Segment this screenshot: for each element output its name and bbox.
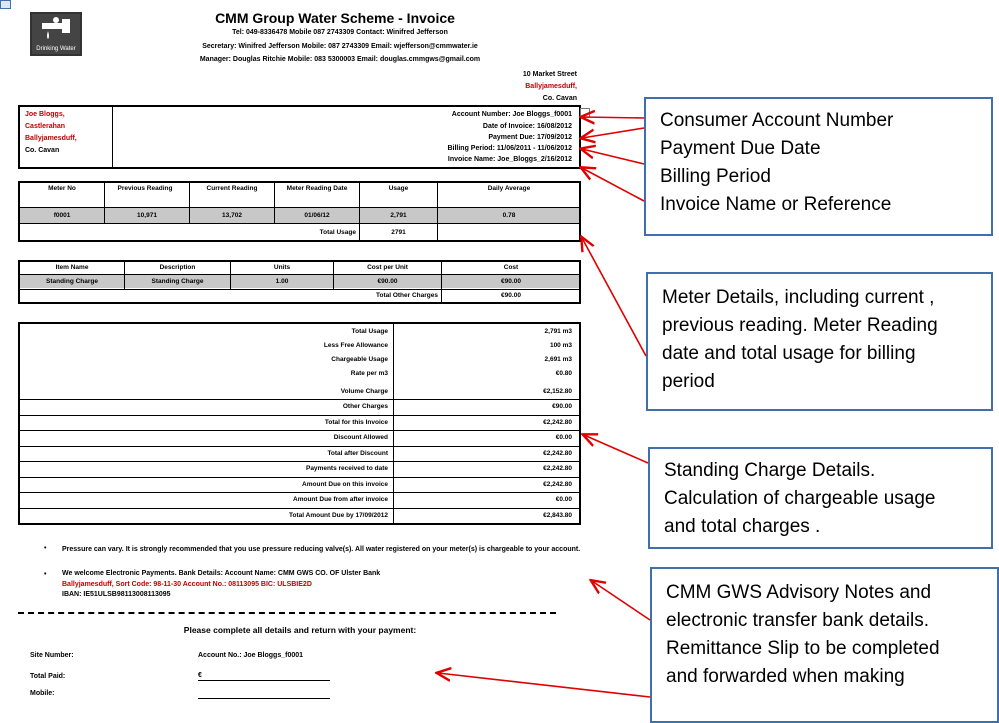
- meter-col-5: [437, 183, 438, 241]
- summary-value: €2,242.80: [543, 480, 572, 488]
- invoice-name: Invoice Name: Joe_Bloggs_2/16/2012: [447, 156, 572, 163]
- summary-value: 2,791 m3: [544, 328, 572, 335]
- summary-value: €2,242.80: [543, 449, 572, 457]
- callout-line: date and total usage for billing: [662, 343, 916, 364]
- remittance-euro: €: [198, 672, 202, 679]
- billing-period: Billing Period: 11/06/2011 - 11/06/2012: [447, 145, 572, 152]
- meter-header-meter-no: Meter No: [48, 185, 76, 192]
- callout-meter-details: [646, 272, 993, 411]
- arrow-payment-due: [582, 128, 644, 138]
- arrow-standing-charge: [584, 435, 648, 463]
- callout-line: Consumer Account Number: [660, 110, 894, 131]
- charges-cell-description: Standing Charge: [151, 278, 204, 285]
- callout-line: period: [662, 371, 715, 392]
- total-paid-input-line[interactable]: [198, 680, 330, 681]
- remittance-total-paid-label: Total Paid:: [30, 673, 66, 680]
- callout-line: Payment Due Date: [660, 138, 821, 159]
- summary-row-line: [20, 399, 579, 400]
- mobile-input-line[interactable]: [198, 698, 330, 699]
- arrow-advisory-notes: [592, 581, 650, 620]
- charges-header-cost: Cost: [503, 264, 519, 271]
- charges-line-2: [20, 289, 579, 290]
- arrow-invoice-name: [582, 168, 644, 201]
- arrow-remittance: [438, 673, 650, 697]
- meter-total-label: Total Usage: [319, 229, 356, 236]
- arrow-account-number: [582, 117, 644, 118]
- summary-value: 100 m3: [549, 342, 572, 349]
- summary-row-line: [20, 415, 579, 416]
- summary-label: Amount Due from after invoice: [293, 496, 388, 503]
- summary-label: Total after Discount: [327, 449, 388, 457]
- charges-col-1: [124, 262, 125, 289]
- meter-cell-usage: 2,791: [390, 212, 407, 219]
- summary-row-line: [20, 508, 579, 509]
- charges-header-item: Item Name: [55, 264, 89, 271]
- meter-cell-daily-average: 0.78: [502, 212, 516, 219]
- customer-address-2: Ballyjamesduff,: [25, 135, 77, 142]
- summary-value: €0.00: [555, 496, 572, 503]
- summary-row-line: [20, 461, 579, 462]
- summary-label: Volume Charge: [340, 388, 388, 395]
- drinking-water-logo: [30, 12, 82, 56]
- header-manager-line: Manager: Douglas Ritchie Mobile: 083 5300003 Email: douglas.cmmgws@gmail.com: [199, 56, 481, 63]
- summary-value: €2,242.80: [543, 418, 572, 426]
- scheme-address-line-2: Ballyjamesduff,: [525, 83, 577, 90]
- callout-line: Calculation of chargeable usage: [664, 488, 936, 509]
- summary-value: €2,843.80: [543, 511, 572, 519]
- remittance-mobile-label: Mobile:: [30, 690, 55, 697]
- callout-standing-charge: [648, 447, 993, 549]
- meter-header-date: Meter Reading Date: [286, 185, 348, 192]
- charges-cell-item: Standing Charge: [45, 278, 98, 285]
- callout-line: Remittance Slip to be completed: [666, 638, 940, 659]
- cut-line: [18, 612, 556, 614]
- invoice-title: CMM Group Water Scheme - Invoice: [215, 10, 455, 26]
- meter-col-3: [274, 183, 275, 224]
- summary-value: €2,242.80: [543, 465, 572, 472]
- customer-address-3: Co. Cavan: [25, 147, 60, 154]
- summary-value: 2,691 m3: [544, 356, 572, 363]
- summary-label: Other Charges: [342, 403, 388, 410]
- summary-label: Total for this Invoice: [324, 418, 388, 426]
- summary-value: €90.00: [552, 403, 572, 410]
- callout-line: and total charges .: [664, 516, 821, 537]
- summary-value: €0.00: [555, 434, 572, 441]
- meter-col-2: [189, 183, 190, 224]
- summary-label: Rate per m3: [350, 370, 388, 377]
- meter-cell-date: 01/06/12: [304, 212, 330, 219]
- meter-col-1: [104, 183, 105, 224]
- charges-cell-units: 1.00: [275, 278, 289, 285]
- header-contact-line: Tel: 049-8336478 Mobile 087 2743309 Contact: Winifred Jefferson: [232, 29, 448, 36]
- invoice-date: Date of Invoice: 16/08/2012: [482, 123, 572, 130]
- bank-details-line-2: Ballyjamesduff, Sort Code: 98-11-30 Account No.: 08113095 BIC: ULSBIE2D: [62, 581, 312, 588]
- meter-cell-previous: 10,971: [137, 212, 157, 219]
- callout-line: and forwarded when making: [666, 666, 905, 687]
- summary-label: Total Amount Due by 17/09/2012: [289, 511, 388, 519]
- remittance-account-label: Account No.: Joe Bloggs_f0001: [198, 652, 304, 659]
- account-number: Account Number: Joe Bloggs_f0001: [451, 111, 572, 118]
- charges-total-label: Total Other Charges: [375, 292, 438, 299]
- logo-text: Drinking Water: [36, 46, 76, 52]
- summary-label: Chargeable Usage: [331, 356, 388, 363]
- callout-line: Invoice Name or Reference: [660, 194, 892, 215]
- charges-header-description: Description: [159, 264, 196, 271]
- callout-account-info: [644, 97, 993, 236]
- summary-value: €2,152.80: [543, 388, 572, 395]
- summary-row-line: [20, 446, 579, 447]
- note-bullet-1: •: [44, 545, 47, 552]
- scheme-address-line-3: Co. Cavan: [542, 95, 577, 102]
- advisory-note-pressure: Pressure can vary. It is strongly recommended that you use pressure reducing valve(s). All water registered on your meter(s) is chargeable to your account.: [62, 546, 581, 553]
- summary-label: Discount Allowed: [333, 434, 388, 441]
- summary-label: Amount Due on this invoice: [302, 480, 388, 488]
- customer-name: Joe Bloggs,: [25, 111, 65, 118]
- callout-line: CMM GWS Advisory Notes and: [666, 582, 932, 603]
- summary-col-divider: [393, 324, 394, 523]
- bank-details-line-3: IBAN: IE51ULSB98113008113095: [62, 591, 171, 598]
- charges-col-2: [230, 262, 231, 289]
- remittance-heading: Please complete all details and return with your payment:: [183, 625, 417, 635]
- small-checkbox: [580, 108, 590, 118]
- meter-header-usage: Usage: [388, 185, 409, 192]
- arrow-billing-period: [582, 149, 644, 164]
- charges-line-1: [20, 274, 579, 275]
- meter-cell-current: 13,702: [222, 212, 242, 219]
- payment-due-date: Payment Due: 17/09/2012: [488, 134, 572, 141]
- corner-icon: [0, 0, 11, 9]
- meter-cell-meter-no: f0001: [53, 212, 71, 219]
- callout-line: electronic transfer bank details.: [666, 610, 929, 631]
- charges-header-units: Units: [273, 264, 291, 271]
- charges-cell-cost-per-unit: €90.00: [377, 278, 398, 285]
- callout-line: Billing Period: [660, 166, 771, 187]
- customer-address-1: Castlerahan: [25, 123, 66, 130]
- summary-label: Total Usage: [351, 328, 388, 335]
- callout-line: previous reading. Meter Reading: [662, 315, 938, 336]
- charges-col-3: [333, 262, 334, 289]
- scheme-address-line-1: 10 Market Street: [522, 71, 577, 78]
- arrow-meter-details: [582, 238, 646, 356]
- summary-label: Less Free Allowance: [323, 342, 388, 349]
- summary-row-line: [20, 492, 579, 493]
- callout-advisory-notes: [650, 567, 999, 723]
- charges-header-cost-per-unit: Cost per Unit: [367, 264, 408, 271]
- header-secretary-line: Secretary: Winifred Jefferson Mobile: 087 2743309 Email: wjefferson@cmmwater.ie: [202, 43, 478, 50]
- charges-cell-cost: €90.00: [501, 278, 521, 285]
- meter-header-daily-average: Daily Average: [487, 185, 531, 192]
- callout-line: Meter Details, including current ,: [662, 287, 935, 308]
- box-divider: [112, 107, 113, 167]
- remittance-site-label: Site Number:: [30, 652, 74, 659]
- tap-icon: [32, 15, 80, 45]
- summary-value: €0.80: [555, 370, 572, 377]
- meter-header-current: Current Reading: [206, 185, 258, 192]
- callout-line: Standing Charge Details.: [664, 460, 876, 481]
- bank-details-line-1: We welcome Electronic Payments. Bank Details: Account Name: CMM GWS CO. OF Ulster Bank: [62, 570, 381, 577]
- meter-col-4: [359, 183, 360, 241]
- charges-total-value: €90.00: [501, 292, 521, 299]
- meter-total-value: 2791: [391, 229, 406, 236]
- note-bullet-2: •: [44, 571, 47, 578]
- summary-label: Payments received to date: [305, 465, 388, 472]
- meter-header-previous: Previous Reading: [117, 185, 173, 192]
- summary-row-line: [20, 430, 579, 431]
- summary-row-line: [20, 477, 579, 478]
- charges-col-4: [441, 262, 442, 302]
